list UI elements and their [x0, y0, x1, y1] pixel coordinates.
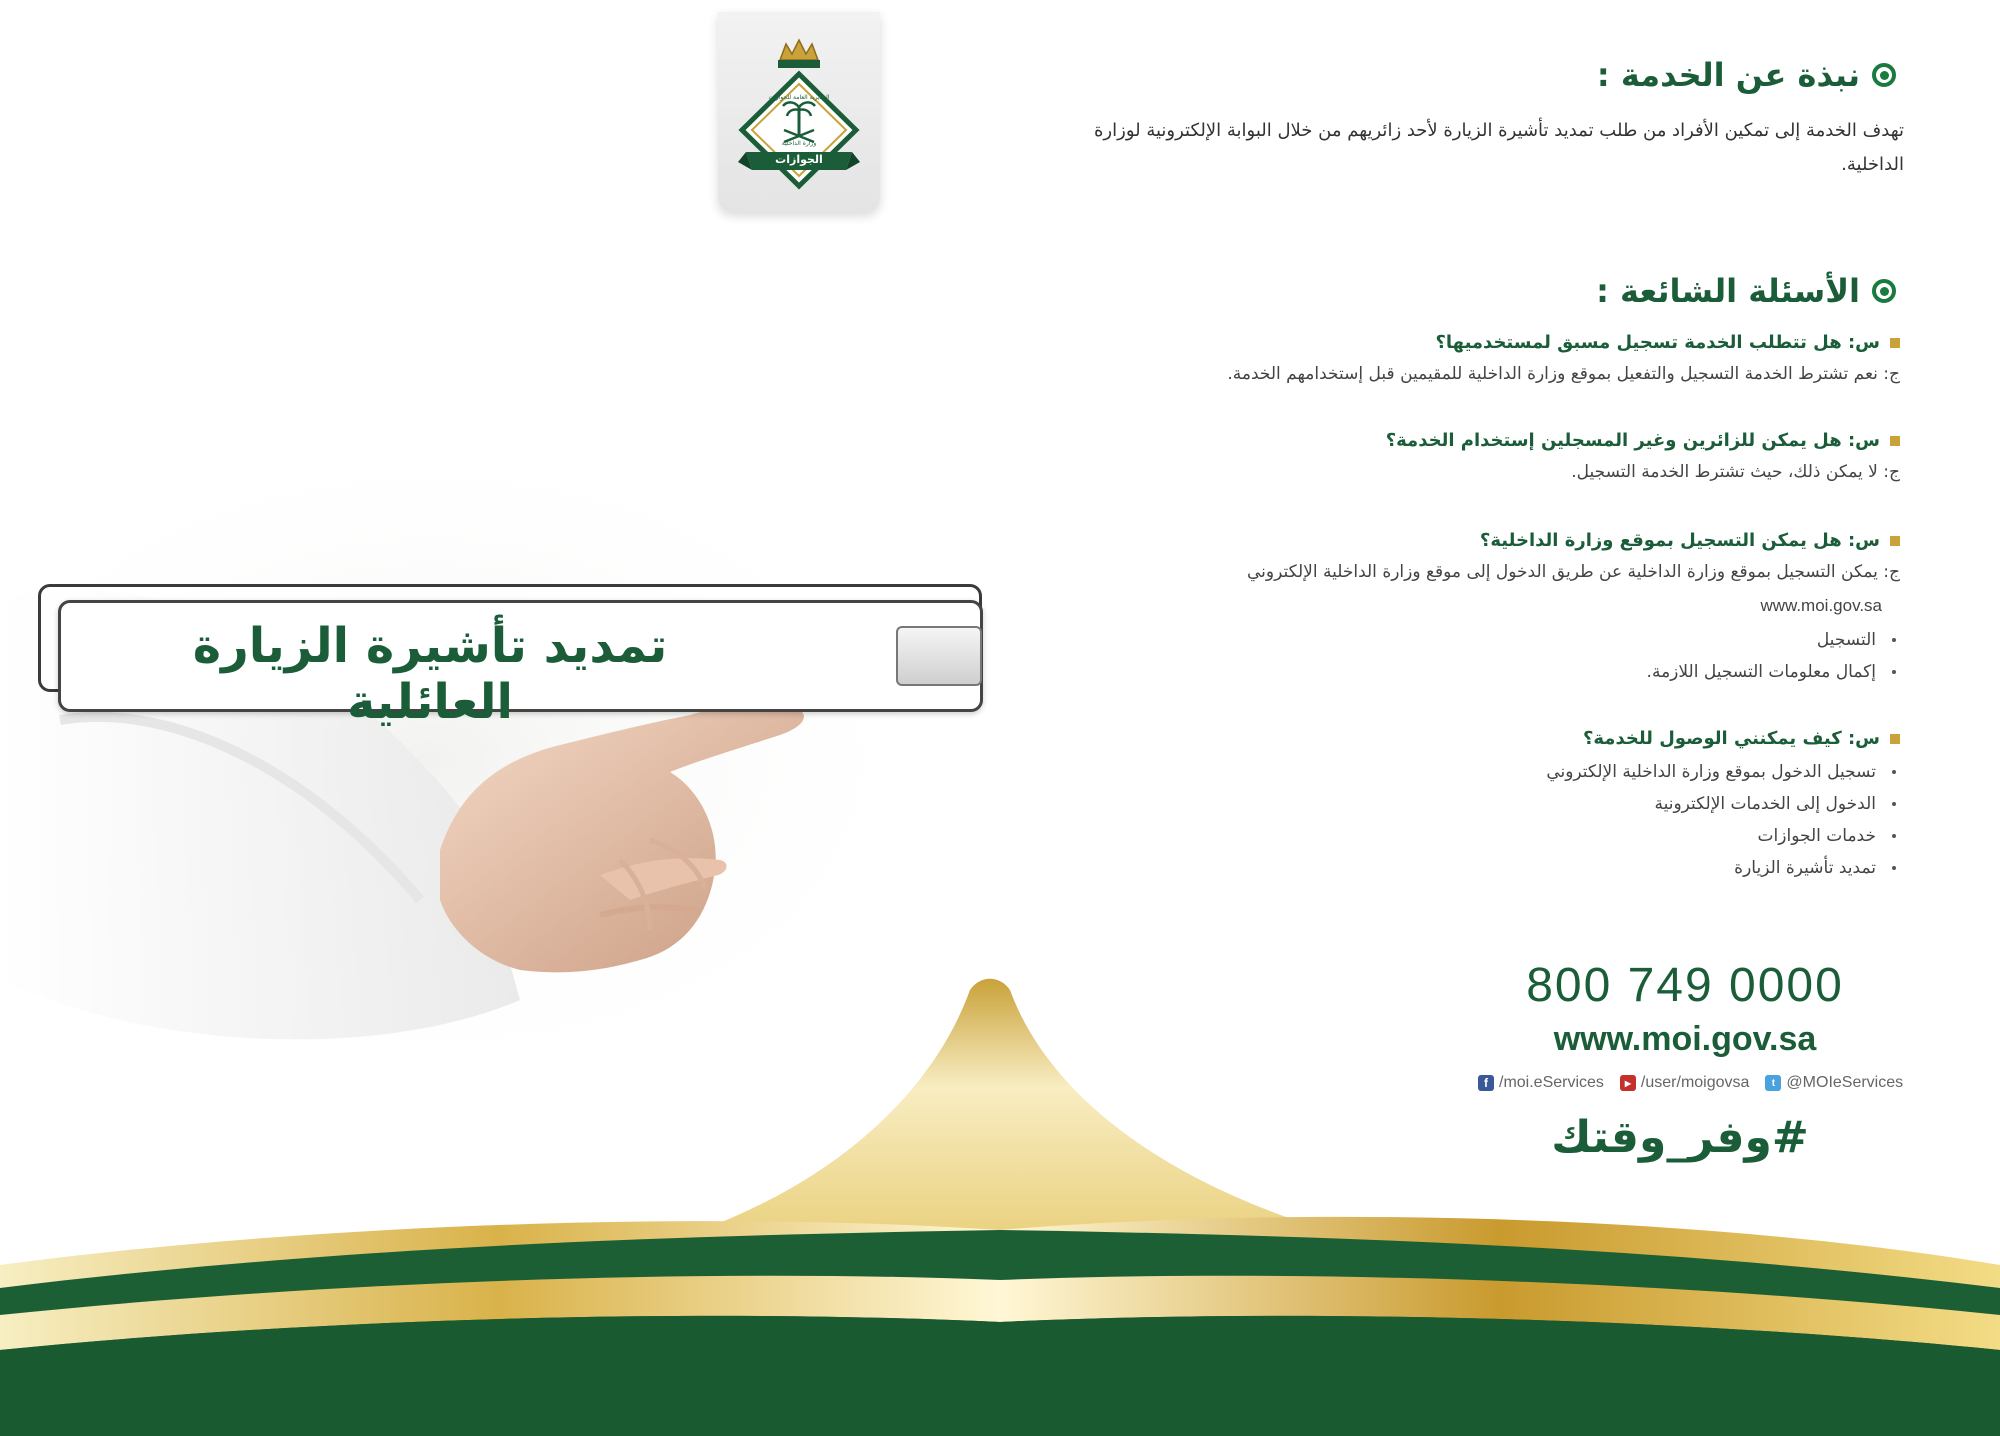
logo-ministry: وزارة الداخلية [781, 140, 817, 147]
jawazat-logo [718, 12, 880, 212]
hashtag: #وفر_وقتك [1551, 1112, 1809, 1163]
bullet-dot-icon [1892, 638, 1896, 642]
social-links [1478, 1074, 1903, 1092]
list-item-text: التسجيل [1816, 630, 1876, 650]
twitter-icon: t [1765, 1075, 1781, 1091]
target-icon [1872, 279, 1896, 303]
about-heading-text: نبذة عن الخدمة : [1596, 56, 1860, 94]
list-item-text: الدخول إلى الخدمات الإلكترونية [1654, 794, 1876, 814]
logo-org-name: المديرية العامة للجوازات [768, 94, 830, 101]
bullet-square-icon [1890, 338, 1900, 348]
bullet-dot-icon [1892, 834, 1896, 838]
search-text: تمديد تأشيرة الزيارة العائلية [192, 618, 668, 730]
twitter-link[interactable] [1765, 1074, 1903, 1092]
faq-question [1583, 728, 1900, 749]
bullet-dot-icon [1892, 670, 1896, 674]
website-link[interactable]: www.moi.gov.sa [1553, 1020, 1817, 1058]
target-icon [1872, 63, 1896, 87]
faq-question [1386, 430, 1900, 451]
list-item [1758, 826, 1896, 846]
facebook-link[interactable] [1478, 1074, 1604, 1092]
list-item [1654, 794, 1896, 814]
faq-question [1435, 332, 1900, 353]
faq-heading-text: الأسئلة الشائعة : [1596, 272, 1860, 310]
list-item-text: تسجيل الدخول بموقع وزارة الداخلية الإلكتروني [1546, 762, 1876, 782]
faq-answer: ج: يمكن التسجيل بموقع وزارة الداخلية عن طريق الدخول إلى موقع وزارة الداخلية الإلكتروني [1246, 562, 1900, 582]
list-item [1647, 662, 1896, 682]
youtube-handle: /user/moigovsa [1640, 1074, 1750, 1091]
youtube-icon: ▶ [1620, 1075, 1636, 1091]
bullet-dot-icon [1892, 770, 1896, 774]
list-item-text: خدمات الجوازات [1757, 826, 1876, 846]
search-button[interactable] [896, 626, 982, 686]
list-item [1546, 762, 1896, 782]
faq-question [1480, 530, 1900, 551]
about-heading [1597, 56, 1896, 94]
phone-number: 800 749 0000 [1526, 959, 1844, 1012]
faq-heading [1596, 272, 1896, 310]
faq-answer: ج: نعم تشترط الخدمة التسجيل والتفعيل بموقع وزارة الداخلية للمقيمين قبل إستخدامهم الخدمة. [1227, 364, 1900, 384]
list-item-text: إكمال معلومات التسجيل اللازمة. [1646, 662, 1876, 682]
faq-question-text: س: هل يمكن التسجيل بموقع وزارة الداخلية؟ [1479, 530, 1880, 551]
twitter-handle: @MOIeServices [1786, 1074, 1904, 1091]
bullet-dot-icon [1892, 866, 1896, 870]
list-item [1817, 630, 1896, 650]
logo-banner-text: الجوازات [775, 153, 823, 166]
faq-question-text: س: هل يمكن للزائرين وغير المسجلين إستخدام الخدمة؟ [1385, 430, 1880, 451]
faq-question-text: س: كيف يمكنني الوصول للخدمة؟ [1582, 728, 1880, 749]
bullet-dot-icon [1892, 802, 1896, 806]
list-item-text: تمديد تأشيرة الزيارة [1734, 858, 1876, 878]
faq-answer-url: www.moi.gov.sa [1760, 596, 1882, 615]
facebook-handle: /moi.eServices [1499, 1074, 1604, 1091]
bullet-square-icon [1890, 734, 1900, 744]
faq-question-text: س: هل تتطلب الخدمة تسجيل مسبق لمستخدميها؟ [1435, 332, 1880, 353]
bullet-square-icon [1890, 536, 1900, 546]
about-text: تهدف الخدمة إلى تمكين الأفراد من طلب تمديد تأشيرة الزيارة لأحد زائريهم من خلال البوابة الإلكترونية لوزارة الداخلية. [1094, 120, 1904, 175]
bullet-square-icon [1890, 436, 1900, 446]
youtube-link[interactable] [1620, 1074, 1750, 1092]
list-item [1734, 858, 1896, 878]
faq-answer: ج: لا يمكن ذلك، حيث تشترط الخدمة التسجيل. [1571, 462, 1900, 482]
facebook-icon: f [1478, 1075, 1494, 1091]
logo-tab [718, 12, 880, 212]
